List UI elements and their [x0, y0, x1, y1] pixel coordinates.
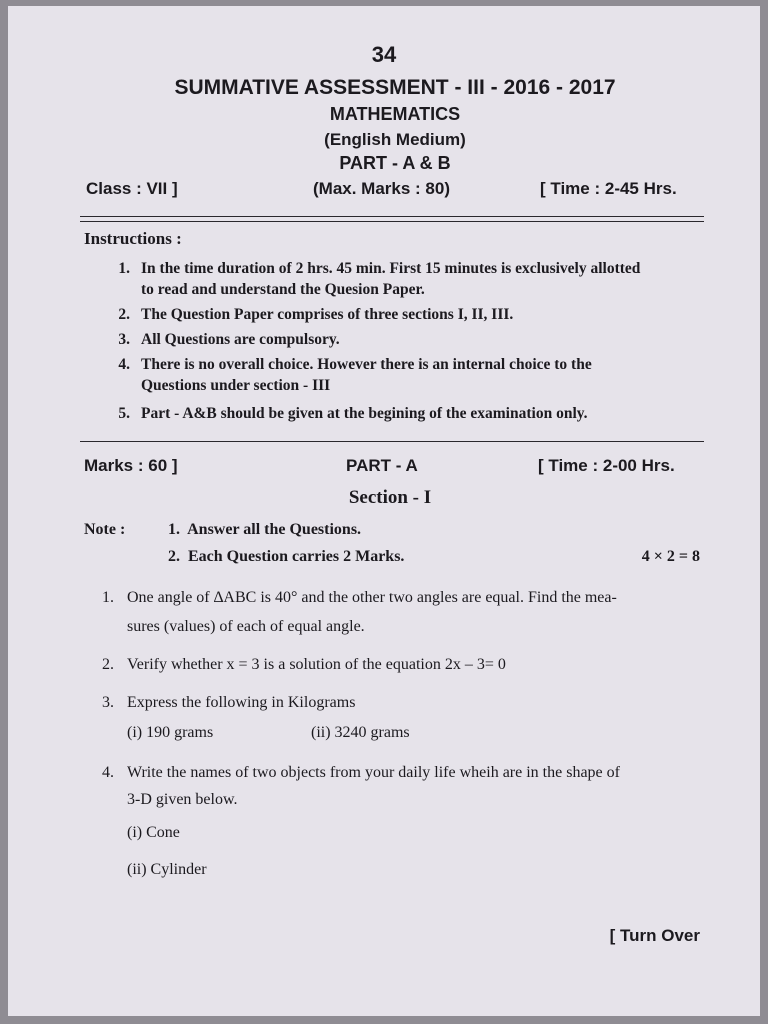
divider-top-2 [80, 221, 704, 222]
page-number: 34 [371, 42, 397, 67]
exam-title: SUMMATIVE ASSESSMENT - III - 2016 - 2017 [174, 76, 616, 99]
note-item: 2. Each Question carries 2 Marks. [168, 548, 405, 565]
total-time: [ Time : 2-45 Hrs. [540, 179, 677, 198]
part-a-marks: Marks : 60 ] [84, 456, 178, 475]
divider-middle [80, 441, 704, 442]
note-label: Note : [84, 521, 126, 538]
max-marks: (Max. Marks : 80) [313, 179, 450, 198]
answer-option: (i) 190 grams [127, 724, 214, 741]
part-heading: PART - A & B [339, 153, 451, 173]
turn-over: [ Turn Over [609, 926, 700, 945]
section-title: Section - I [348, 487, 432, 508]
sub-item: (i) Cone [127, 824, 180, 841]
subject: MATHEMATICS [329, 104, 461, 124]
instructions-heading: Instructions : [84, 229, 182, 248]
note-item: 1. Answer all the Questions. [168, 521, 362, 538]
answer-option: (ii) 3240 grams [311, 724, 410, 741]
divider-top-1 [80, 216, 704, 217]
part-a-title: PART - A [346, 456, 418, 475]
medium: (English Medium) [324, 130, 466, 149]
class-label: Class : VII ] [86, 179, 178, 198]
marks-formula: 4 × 2 = 8 [641, 548, 700, 565]
part-a-time: [ Time : 2-00 Hrs. [538, 456, 675, 475]
sub-item: (ii) Cylinder [127, 861, 207, 878]
